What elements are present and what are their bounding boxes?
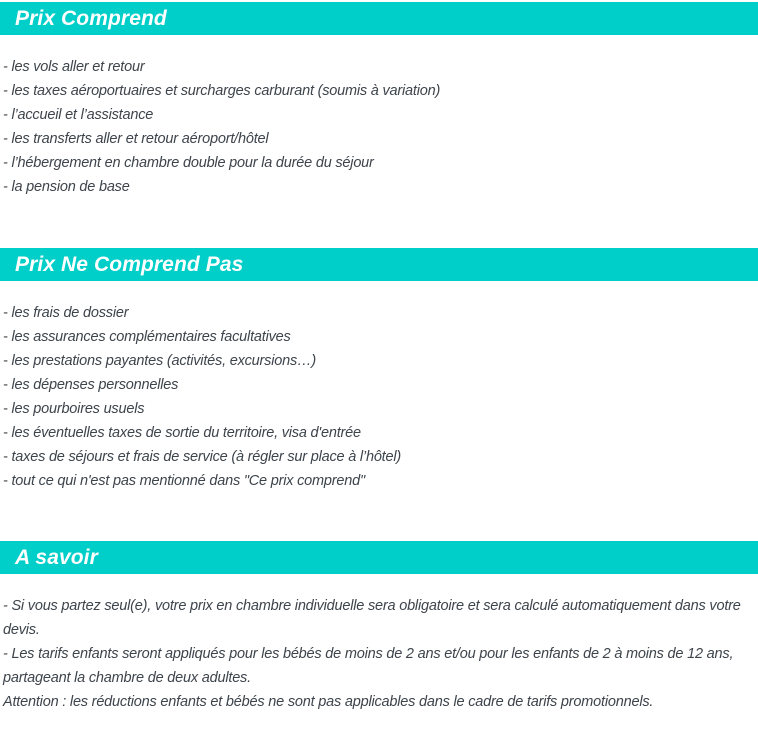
list-item: - les assurances complémentaires facultatives xyxy=(3,329,291,345)
list-item: - les vols aller et retour xyxy=(3,59,145,75)
notice-paragraph: - Si vous partez seul(e), votre prix en chambre individuelle sera obligatoire et sera calculé automatiquement dans votre devis. xyxy=(3,598,741,638)
section-header-a-savoir xyxy=(0,541,758,574)
section-title-a-savoir: A savoir xyxy=(15,545,98,569)
list-item: - l’hébergement en chambre double pour la durée du séjour xyxy=(3,155,374,171)
section-a-savoir xyxy=(0,541,758,714)
a-savoir-text xyxy=(0,574,758,714)
list-item: - tout ce qui n'est pas mentionné dans "Ce prix comprend" xyxy=(3,473,365,489)
list-item: - les taxes aéroportuaires et surcharges carburant (soumis à variation) xyxy=(3,83,441,99)
section-header-prix-comprend xyxy=(0,2,758,35)
prix-comprend-list xyxy=(0,35,758,199)
list-item: - les éventuelles taxes de sortie du territoire, visa d'entrée xyxy=(3,425,361,441)
notice-paragraph: - Les tarifs enfants seront appliqués pour les bébés de moins de 2 ans et/ou pour les enfants de 2 à moins de 12 ans, partageant la chambre de deux adultes. xyxy=(3,646,734,686)
list-item: - les prestations payantes (activités, excursions…) xyxy=(3,353,316,369)
section-title-prix-ne-comprend-pas: Prix Ne Comprend Pas xyxy=(15,252,244,276)
section-header-prix-ne-comprend-pas xyxy=(0,248,758,281)
section-prix-ne-comprend-pas xyxy=(0,248,758,493)
list-item: - les frais de dossier xyxy=(3,305,129,321)
list-item: - la pension de base xyxy=(3,179,130,195)
section-title-prix-comprend: Prix Comprend xyxy=(15,6,167,30)
list-item: - taxes de séjours et frais de service (à régler sur place à l’hôtel) xyxy=(3,449,402,465)
prix-ne-comprend-pas-list xyxy=(0,281,758,493)
list-item: - les dépenses personnelles xyxy=(3,377,179,393)
notice-paragraph: Attention : les réductions enfants et bébés ne sont pas applicables dans le cadre de tarifs promotionnels. xyxy=(3,694,654,710)
section-prix-comprend xyxy=(0,2,758,199)
list-item: - les pourboires usuels xyxy=(3,401,145,417)
list-item: - l’accueil et l’assistance xyxy=(3,107,154,123)
list-item: - les transferts aller et retour aéroport/hôtel xyxy=(3,131,269,147)
